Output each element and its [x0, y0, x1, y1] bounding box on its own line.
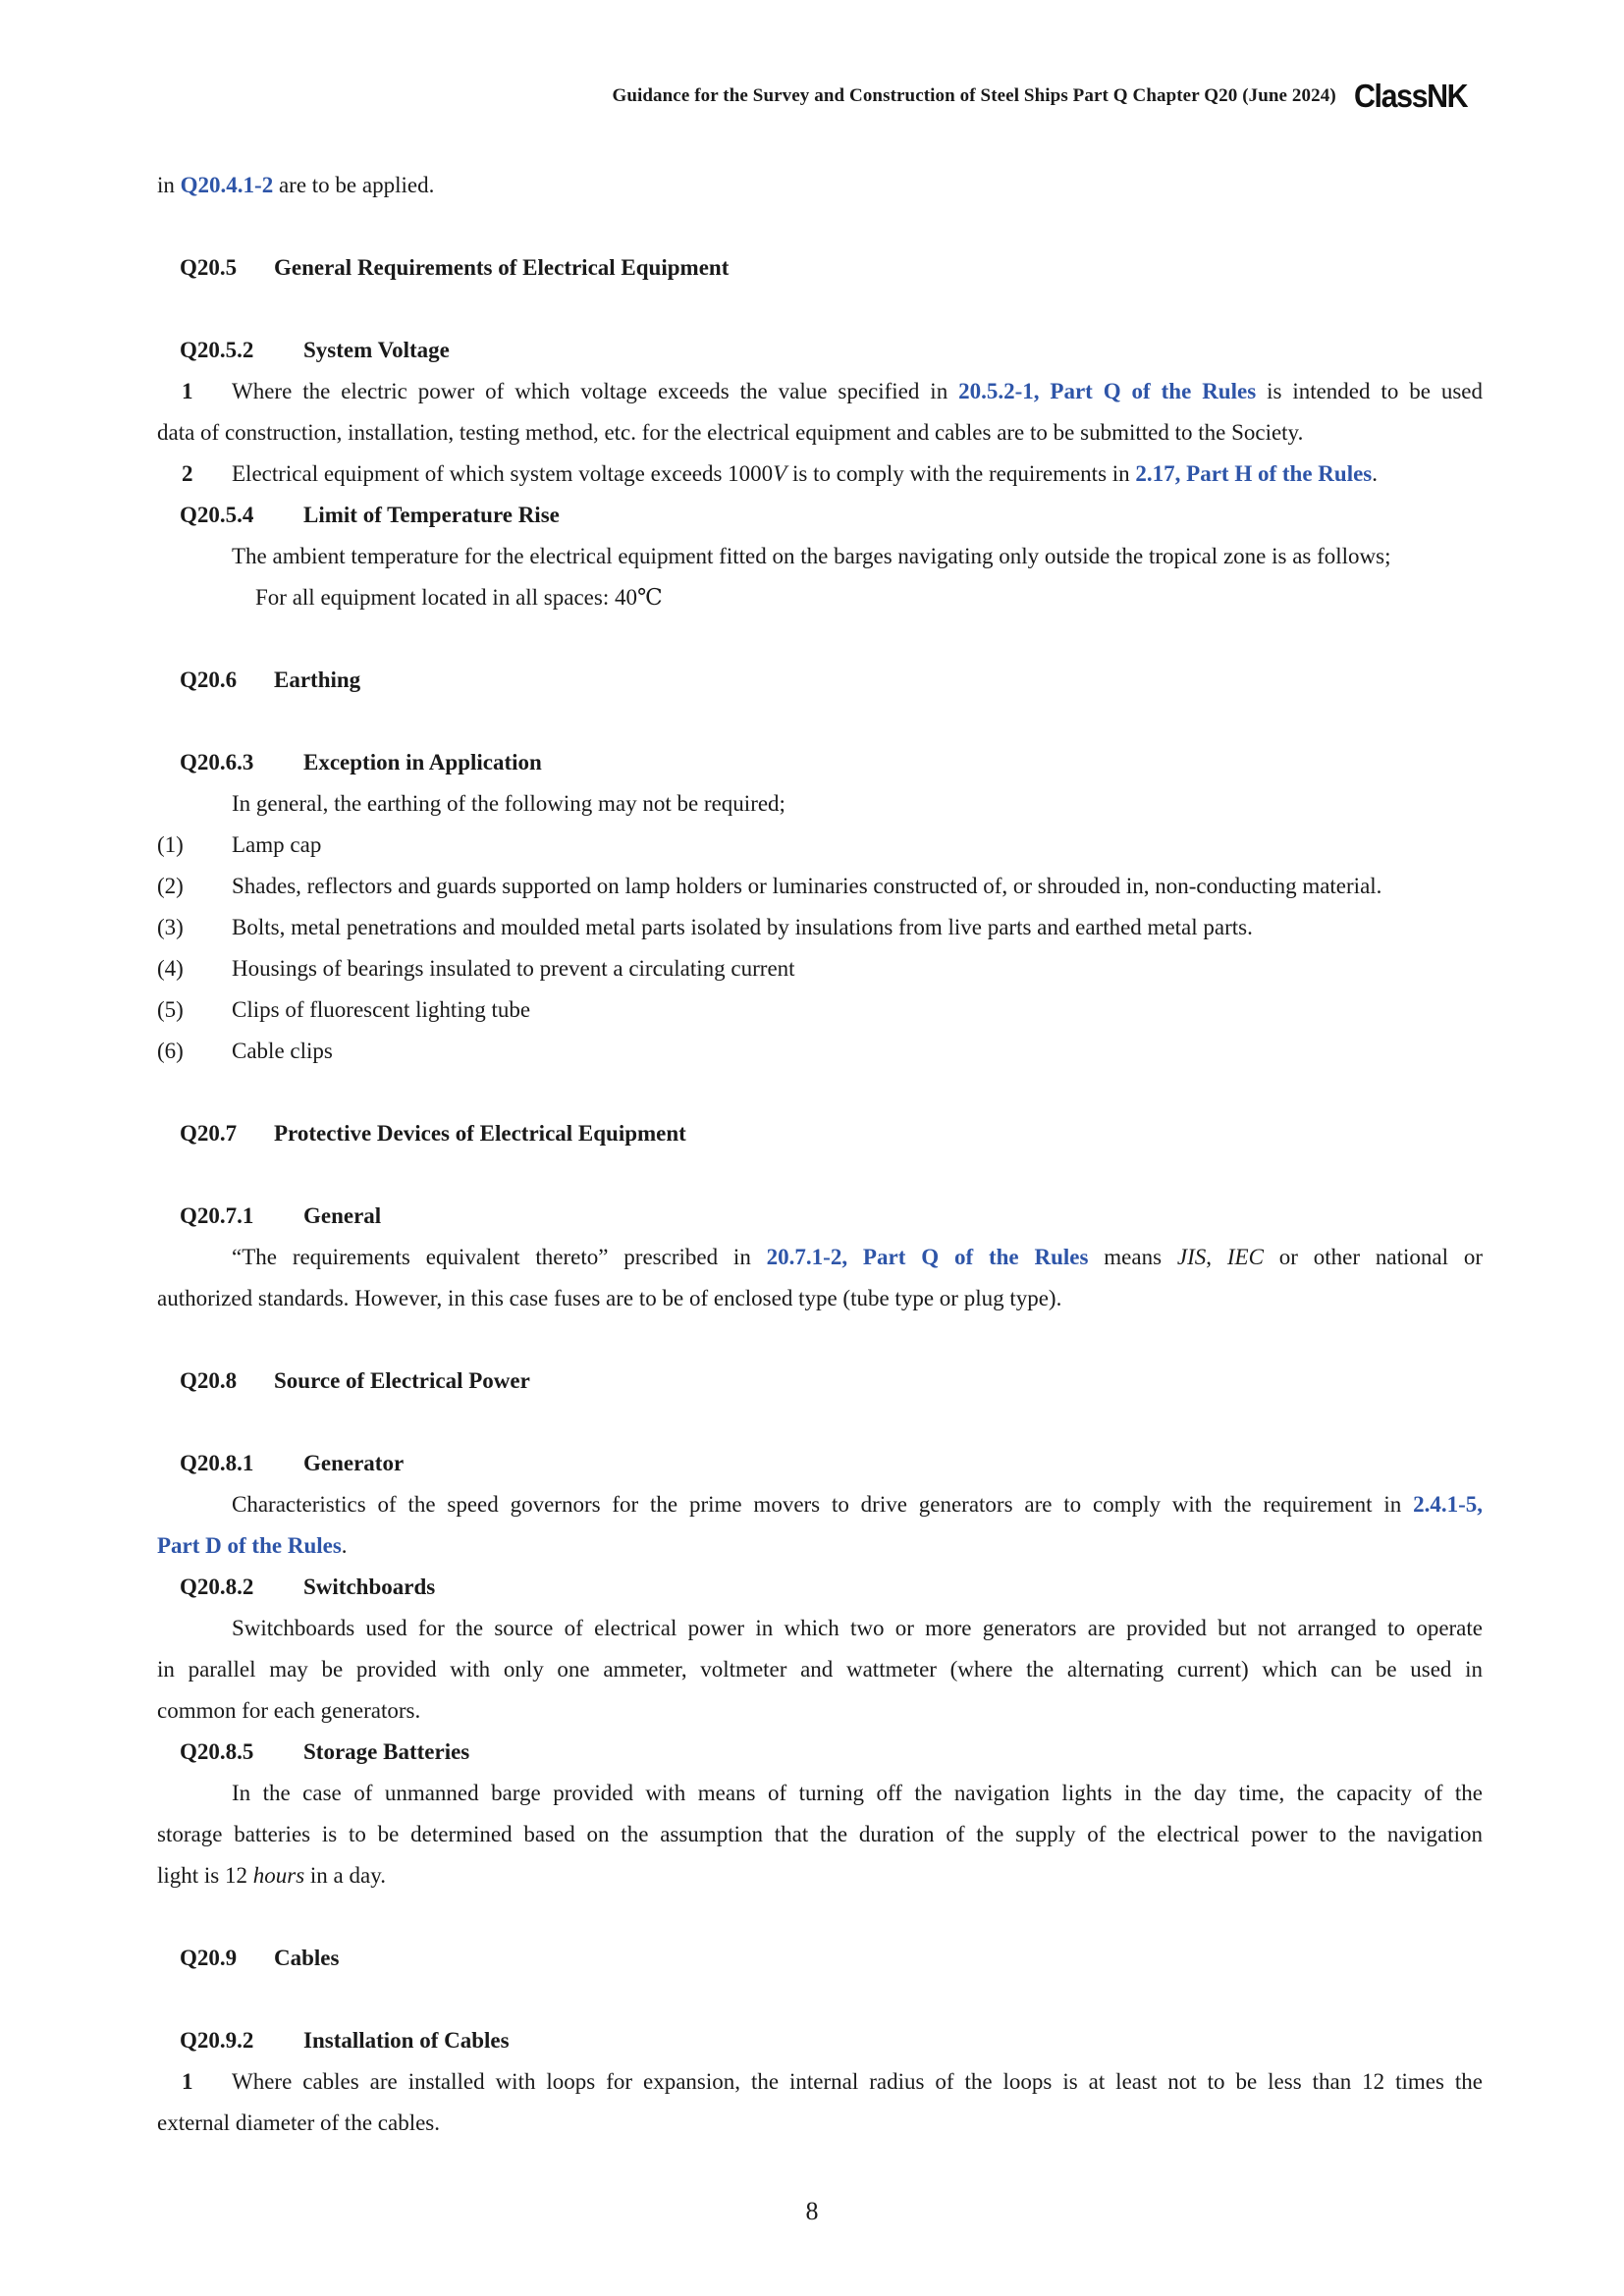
subsection-heading-q20-6-3: Q20.6.3 Exception in Application	[180, 750, 542, 774]
subsection-heading-q20-9-2: Q20.9.2 Installation of Cables	[180, 2028, 510, 2053]
section-heading-q20-6: Q20.6 Earthing	[180, 667, 361, 692]
paragraph-line: authorized standards. However, in this case fuses are to be of enclosed type (tube type or plug type).	[157, 1286, 1062, 1310]
paragraph-line: data of construction, installation, testing method, etc. for the electrical equipment and cables are to be submitted to the Society.	[157, 420, 1304, 445]
list-item: (6) Cable clips	[157, 1039, 333, 1063]
header-title: Guidance for the Survey and Construction of Steel Ships Part Q Chapter Q20 (June 2024)	[612, 85, 1336, 106]
section-heading-q20-7: Q20.7 Protective Devices of Electrical Equipment	[180, 1121, 686, 1146]
paragraph-line: Part D of the Rules.	[157, 1533, 348, 1558]
paragraph-line: Switchboards used for the source of electrical power in which two or more generators are provided but not arranged to operate	[232, 1616, 1483, 1640]
section-heading-q20-5: Q20.5 General Requirements of Electrical Equipment	[180, 255, 730, 280]
subsection-heading-q20-5-4: Q20.5.4 Limit of Temperature Rise	[180, 503, 560, 527]
intro-line: in Q20.4.1-2 are to be applied.	[157, 173, 435, 197]
paragraph-line: storage batteries is to be determined based on the assumption that the duration of the supply of the electrical power to the navigation	[157, 1822, 1483, 1846]
paragraph-line: For all equipment located in all spaces: 40℃	[255, 585, 663, 610]
link-2-4-1-5[interactable]: 2.4.1-5,	[1413, 1492, 1483, 1517]
paragraph-line: light is 12 hours in a day.	[157, 1863, 386, 1888]
section-heading-q20-9: Q20.9 Cables	[180, 1946, 340, 1970]
paragraph-line: 1 Where cables are installed with loops for expansion, the internal radius of the loops is at least not to be less than 12 times the	[182, 2069, 1483, 2094]
paragraph-line: In the case of unmanned barge provided with means of turning off the navigation lights in the day time, the capacity of the	[232, 1781, 1483, 1805]
list-item: (2) Shades, reflectors and guards supported on lamp holders or luminaries constructed of, or shrouded in, non-conducting material.	[157, 874, 1382, 898]
paragraph-line: In general, the earthing of the following may not be required;	[232, 791, 785, 816]
paragraph-line: common for each generators.	[157, 1698, 421, 1723]
page-header	[612, 77, 1477, 116]
subsection-heading-q20-5-2: Q20.5.2 System Voltage	[180, 338, 450, 362]
subsection-heading-q20-8-2: Q20.8.2 Switchboards	[180, 1575, 436, 1599]
section-heading-q20-8: Q20.8 Source of Electrical Power	[180, 1368, 530, 1393]
link-20-7-1-2[interactable]: 20.7.1-2, Part Q of the Rules	[766, 1245, 1089, 1269]
list-item: (3) Bolts, metal penetrations and moulded metal parts isolated by insulations from live parts and earthed metal parts.	[157, 915, 1253, 939]
paragraph-line: The ambient temperature for the electrical equipment fitted on the barges navigating only outside the tropical zone is as follows;	[232, 544, 1391, 568]
link-q20-4-1-2[interactable]: Q20.4.1-2	[180, 173, 274, 197]
list-item: (4) Housings of bearings insulated to prevent a circulating current	[157, 956, 795, 981]
list-item: (1) Lamp cap	[157, 832, 322, 857]
list-item: (5) Clips of fluorescent lighting tube	[157, 997, 531, 1022]
document-body	[157, 165, 1483, 2144]
link-20-5-2-1[interactable]: 20.5.2-1, Part Q of the Rules	[958, 379, 1257, 403]
link-2-17-part-h[interactable]: 2.17, Part H of the Rules	[1135, 461, 1373, 486]
paragraph-line: in parallel may be provided with only one ammeter, voltmeter and wattmeter (where the alternating current) which can be used in	[157, 1657, 1483, 1682]
paragraph-line: Characteristics of the speed governors for the prime movers to drive generators are to comply with the requirement in 2.4.1-5,	[232, 1492, 1483, 1517]
classnk-logo: ClassNK	[1353, 78, 1467, 114]
subsection-heading-q20-8-5: Q20.8.5 Storage Batteries	[180, 1739, 470, 1764]
paragraph-line: 2 Electrical equipment of which system voltage exceeds 1000V is to comply with the requirements in 2.17, Part H of the Rules.	[182, 461, 1378, 486]
subsection-heading-q20-7-1: Q20.7.1 General	[180, 1203, 382, 1228]
paragraph-line: external diameter of the cables.	[157, 2110, 440, 2135]
link-part-d-rules[interactable]: Part D of the Rules	[157, 1533, 342, 1558]
page-number: 8	[805, 2197, 819, 2225]
paragraph-line: “The requirements equivalent thereto” prescribed in 20.7.1-2, Part Q of the Rules means JIS, IEC or other national or	[232, 1245, 1484, 1269]
subsection-heading-q20-8-1: Q20.8.1 Generator	[180, 1451, 405, 1475]
paragraph-line: 1 Where the electric power of which voltage exceeds the value specified in 20.5.2-1, Part Q of the Rules is intended to be used	[182, 379, 1484, 403]
